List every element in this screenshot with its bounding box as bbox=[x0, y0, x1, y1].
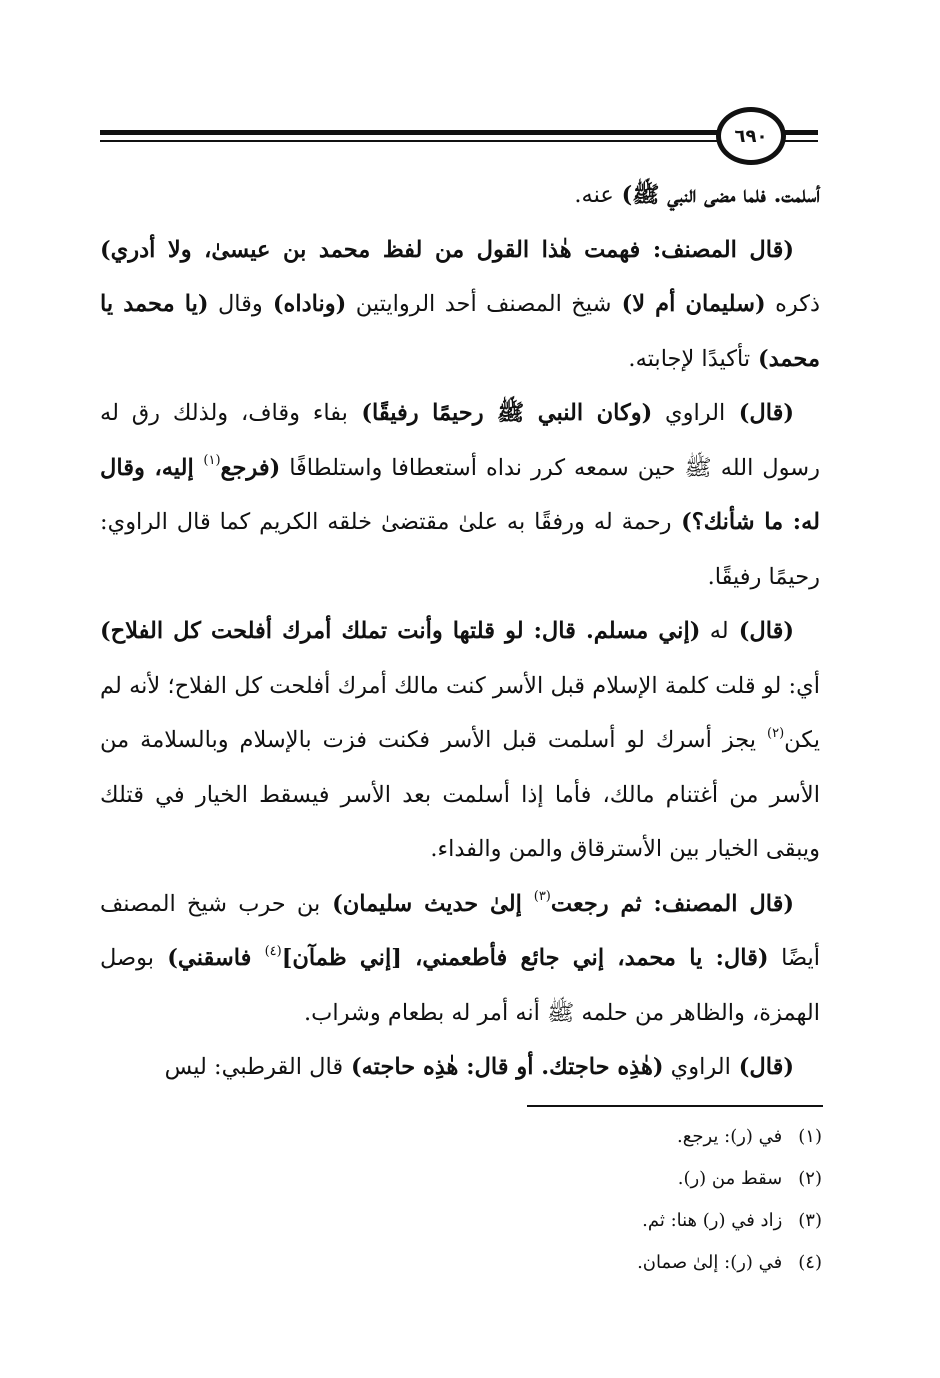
text-segment: الراوي bbox=[663, 1054, 731, 1080]
header-rule-right-thin bbox=[780, 140, 818, 142]
paragraph bbox=[100, 1040, 820, 1095]
paragraph bbox=[100, 877, 820, 1041]
bold-text-segment: (قال المصنف: ثم رجعت bbox=[550, 890, 794, 917]
footnote bbox=[322, 1242, 822, 1284]
footnote-marker: (٢) bbox=[767, 725, 785, 741]
text-segment: له bbox=[700, 618, 729, 644]
footnote-text: سقط من (ر). bbox=[677, 1168, 783, 1189]
footnote-number: (٣) bbox=[798, 1210, 822, 1231]
text-segment: بوصل الهمزة، والظاهر من حلمه ﷺ أنه أمر له بطعام وشراب. bbox=[100, 945, 820, 1026]
text-segment: الراوي bbox=[652, 400, 726, 426]
footnote-text: في (ر): يرجع. bbox=[677, 1126, 783, 1147]
text-segment: أي: لو قلت كلمة الإسلام قبل الأسر كنت مالك أمرك أفلحت كل الفلاح؛ لأنه لم يكن bbox=[100, 672, 820, 753]
bold-text-segment: (وناداه) bbox=[262, 291, 347, 317]
footnote-number: (٢) bbox=[798, 1168, 822, 1189]
text-segment: وقال bbox=[208, 291, 263, 317]
footnote-text: في (ر): إلىٰ صمان. bbox=[637, 1252, 783, 1273]
bold-text-segment: (هٰذِه حاجتك. أو قال: هٰذِه حاجته) bbox=[343, 1054, 664, 1080]
paragraph bbox=[100, 168, 820, 223]
page-number: ٦٩٠ bbox=[716, 107, 786, 165]
bold-text-segment: (وكان النبي ﷺ رحيمًا رفيقًا) bbox=[347, 400, 653, 426]
header-rule-thick bbox=[100, 130, 720, 135]
text-segment: يجز أسرك لو أسلمت قبل الأسر فكنت فزت بالإسلام وبالسلامة من الأسر من أغتنام مالك، فأما إذا أسلمت بعد الأسر فيسقط الخيار في قتلك ويبقى الخيار بين الأسترقاق والمن والفداء. bbox=[100, 727, 820, 862]
text-segment: تأكيدًا لإجابته. bbox=[628, 345, 751, 372]
text-segment: بن حرب شيخ المصنف أيضًا bbox=[100, 890, 821, 971]
header-rule bbox=[100, 128, 720, 150]
bold-text-segment: إلىٰ حديث سليمان) bbox=[320, 890, 534, 917]
paragraph bbox=[100, 386, 820, 604]
bold-text-segment: (إني مسلم. قال: لو قلتها وأنت تملك أمرك أفلحت كل الفلاح) bbox=[100, 618, 701, 644]
footnotes bbox=[322, 1116, 822, 1284]
bold-text-segment: (قال) bbox=[725, 400, 794, 426]
bold-text-segment: (قال) bbox=[730, 1054, 794, 1080]
bold-text-segment: أسلمت. فلما مضى النبي ﷺ) bbox=[613, 182, 820, 208]
footnote bbox=[322, 1200, 822, 1242]
footnote-number: (٤) bbox=[798, 1252, 822, 1273]
text-segment: عنه. bbox=[574, 182, 614, 208]
bold-text-segment: إليه، وقال له: ما شأنك؟) bbox=[100, 454, 820, 535]
text-segment: رحمة له ورفقًا به علىٰ مقتضىٰ خلقه الكريم كما قال الراوي: رحيمًا رفيقًا. bbox=[100, 509, 820, 590]
bold-text-segment: (فرجع bbox=[220, 454, 281, 481]
main-text bbox=[100, 168, 820, 1095]
bold-text-segment: (قال: يا محمد، إني جائع فأطعمني، [إني ظمآن] bbox=[281, 945, 769, 971]
footnote-separator bbox=[527, 1105, 823, 1107]
text-segment: قال القرطبي: ليس bbox=[164, 1054, 344, 1080]
bold-text-segment: (يا محمد يا محمد) bbox=[100, 291, 820, 372]
header-rule-thin bbox=[100, 140, 720, 142]
footnote-text: زاد في (ر) هنا: ثم. bbox=[642, 1210, 783, 1231]
text-segment: بفاء وقاف، ولذلك رق له رسول الله ﷺ حين سمعه كرر نداه أستعطافا واستلطافًا bbox=[100, 400, 821, 481]
footnote-number: (١) bbox=[798, 1126, 822, 1147]
footnote-marker: (١) bbox=[203, 453, 221, 468]
bold-text-segment: فاسقني) bbox=[154, 945, 265, 971]
footnote bbox=[322, 1158, 822, 1200]
text-segment: ذكره bbox=[765, 291, 820, 317]
footnote bbox=[322, 1116, 822, 1158]
footnote-marker: (٤) bbox=[264, 943, 282, 959]
footnote-marker: (٣) bbox=[533, 889, 551, 904]
bold-text-segment: (قال) bbox=[728, 618, 794, 644]
paragraph bbox=[100, 604, 820, 877]
bold-text-segment: (قال المصنف: فهمت هٰذا القول من لفظ محمد بن عيسىٰ، ولا أدري) bbox=[100, 236, 794, 263]
paragraph bbox=[100, 223, 820, 387]
text-segment: شيخ المصنف أحد الروايتين bbox=[346, 291, 612, 317]
bold-text-segment: (سليمان أم لا) bbox=[611, 291, 766, 317]
